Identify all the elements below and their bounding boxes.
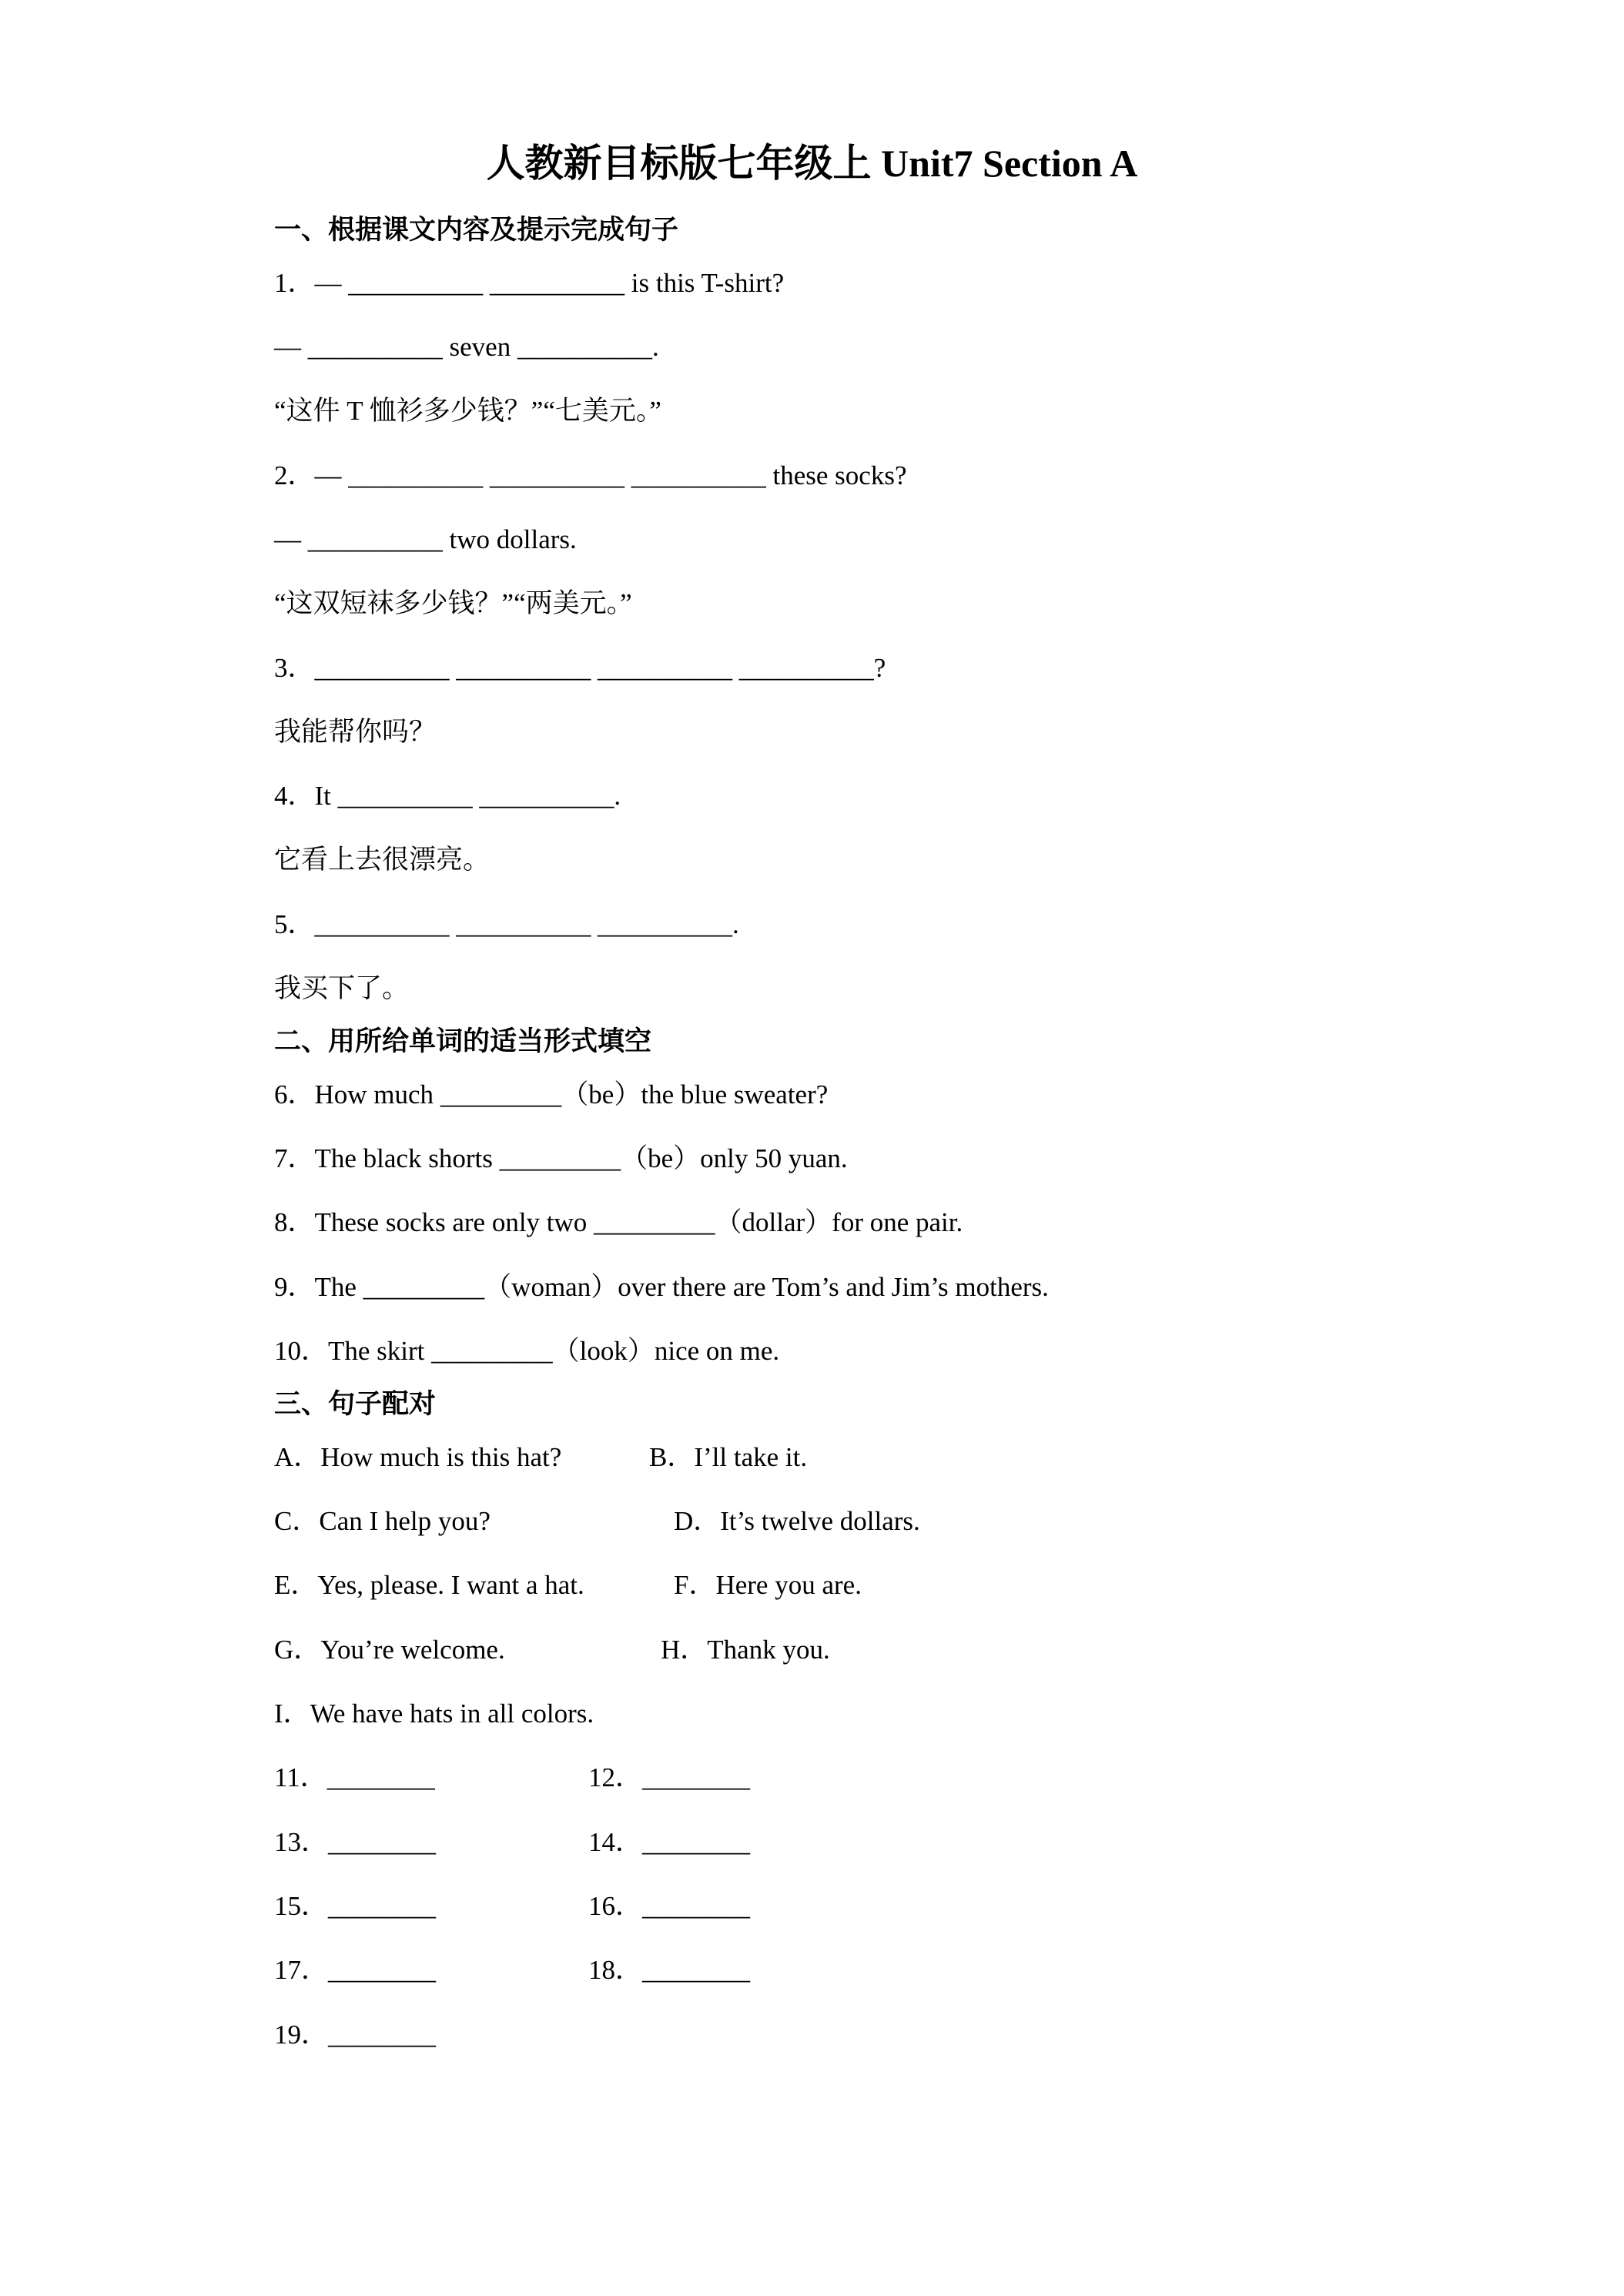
section2-line: 10．The skirt _________（look）nice on me.: [274, 1336, 780, 1366]
section2-heading: 二、用所给单词的适当形式填空: [274, 1026, 652, 1056]
section1-heading: 一、根据课文内容及提示完成句子: [274, 215, 679, 245]
match-option: C．Can I help you?: [274, 1506, 491, 1536]
answer-blank: 17．________: [274, 1955, 437, 1985]
section1-line: 1．— __________ __________ is this T-shirt?: [274, 268, 785, 298]
answer-blank: 13．________: [274, 1827, 437, 1857]
match-option: H．Thank you.: [661, 1635, 830, 1665]
section2-line: 9．The _________（woman）over there are Tom’s and Jim’s mothers.: [274, 1272, 1049, 1302]
section1-line: 我能帮你吗？: [274, 717, 437, 747]
section1-line: 我买下了。: [274, 973, 410, 1003]
answer-blank: 15．________: [274, 1891, 437, 1921]
section1-line: 5．__________ __________ __________.: [274, 909, 739, 939]
match-option: B．I’ll take it.: [649, 1442, 808, 1472]
section1-line: 4．It __________ __________.: [274, 781, 621, 811]
section1-line: 2．— __________ __________ __________ these socks?: [274, 460, 907, 490]
answer-blank: 14．________: [588, 1827, 751, 1857]
section1-line: “这件 T 恤衫多少钱？”“七美元。”: [274, 396, 661, 426]
match-option: G．You’re welcome.: [274, 1635, 505, 1665]
section1-line: — __________ seven __________.: [274, 332, 659, 362]
answer-blank: 18．________: [588, 1955, 751, 1985]
match-option: D．It’s twelve dollars.: [674, 1506, 920, 1536]
section3-heading: 三、句子配对: [274, 1389, 437, 1419]
answer-blank: 11．________: [274, 1762, 435, 1792]
section2-line: 8．These socks are only two _________（dollar）for one pair.: [274, 1207, 963, 1237]
section1-line: “这双短袜多少钱？”“两美元。”: [274, 588, 632, 618]
match-option: A．How much is this hat?: [274, 1442, 562, 1472]
match-option: E．Yes, please. I want a hat.: [274, 1570, 584, 1600]
section1-line: — __________ two dollars.: [274, 524, 577, 554]
answer-blank: 16．________: [588, 1891, 751, 1921]
section2-line: 7．The black shorts _________（be）only 50 yuan.: [274, 1143, 848, 1173]
match-option: I．We have hats in all colors.: [274, 1699, 594, 1729]
section2-line: 6．How much _________（be）the blue sweater?: [274, 1079, 829, 1110]
match-option: F．Here you are.: [674, 1570, 862, 1600]
page-title: 人教新目标版七年级上 Unit7 Section A: [486, 142, 1138, 185]
answer-blank: 19．________: [274, 2020, 437, 2050]
section1-line: 它看上去很漂亮。: [274, 845, 491, 875]
answer-blank: 12．________: [588, 1762, 751, 1792]
section1-line: 3．__________ __________ __________ __________?: [274, 653, 886, 683]
